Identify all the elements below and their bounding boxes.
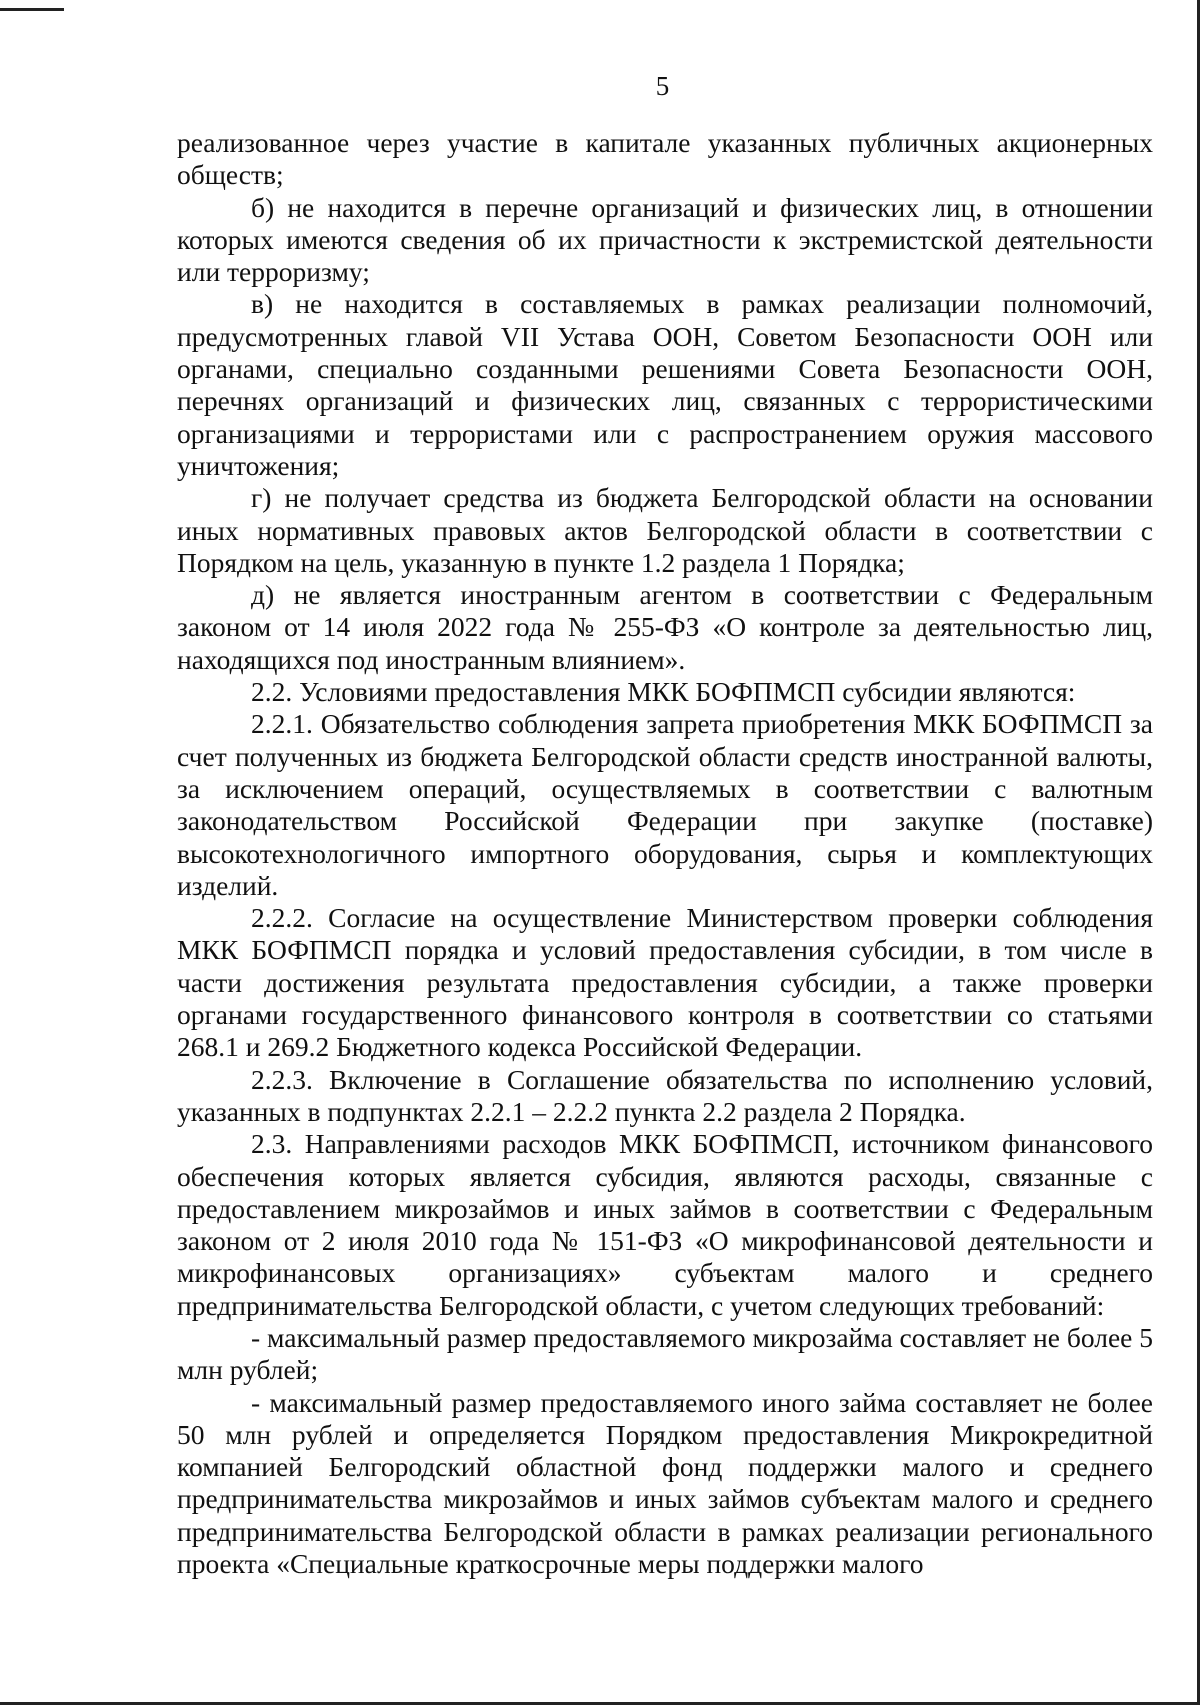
- paragraph-continuation: реализованное через участие в капитале указанных публичных акционерных обществ;: [177, 127, 1153, 191]
- document-body: [177, 127, 1153, 1580]
- paragraph-item-g: г) не получает средства из бюджета Белгородской области на основании иных нормативных правовых актов Белгородской области в соответствии с Порядком на цель, указанную в пункте 1.2 раздела 1 Порядка;: [177, 482, 1153, 578]
- paragraph-2-2-3: 2.2.3. Включение в Соглашение обязательства по исполнению условий, указанных в подпунктах 2.2.1 – 2.2.2 пункта 2.2 раздела 2 Порядка.: [177, 1063, 1153, 1127]
- paragraph-2-2: 2.2. Условиями предоставления МКК БОФПМСП субсидии являются:: [251, 676, 1076, 708]
- paragraph-item-v: в) не находится в составляемых в рамках реализации полномочий, предусмотренных главой VII Устава ООН, Советом Безопасности ООН или органами, специально созданными решениями Совета Безопасности ООН, перечнях организаций и физических лиц, связанных с террористическими организациями и террористами или с распространением оружия массового уничтожения;: [177, 288, 1153, 481]
- page-number: 5: [655, 71, 670, 101]
- paragraph-bullet-other-loan: - максимальный размер предоставляемого иного займа составляет не более 50 млн рублей и определяется Порядком предоставления Микрокредитной компанией Белгородский областной фонд поддержки малого и среднего предпринимательства микрозаймов и иных займов субъектам малого и среднего предпринимательства Белгородской области в рамках реализации регионального проекта «Специальные краткосрочные меры поддержки малого: [177, 1386, 1153, 1580]
- paragraph-2-2-2: 2.2.2. Согласие на осуществление Министерством проверки соблюдения МКК БОФПМСП порядка и условий предоставления субсидии, в том числе в части достижения результата предоставления субсидии, а также проверки органами государственного финансового контроля в соответствии со статьями 268.1 и 269.2 Бюджетного кодекса Российской Федерации.: [177, 902, 1153, 1063]
- paragraph-bullet-microloan: - максимальный размер предоставляемого микрозайма составляет не более 5 млн рублей;: [177, 1321, 1153, 1386]
- paragraph-2-3: 2.3. Направлениями расходов МКК БОФПМСП, источником финансового обеспечения которых является субсидия, являются расходы, связанные с предоставлением микрозаймов и иных займов в соответствии с Федеральным законом от 2 июля 2010 года № 151-ФЗ «О микрофинансовой деятельности и микрофинансовых организациях» субъектам малого и среднего предпринимательства Белгородской области, с учетом следующих требований:: [177, 1128, 1153, 1321]
- paragraph-2-2-1: 2.2.1. Обязательство соблюдения запрета приобретения МКК БОФПМСП за счет полученных из бюджета Белгородской области средств иностранной валюты, за исключением операций, осуществляемых в соответствии с валютным законодательством Российской Федерации при закупке (поставке) высокотехнологичного импортного оборудования, сырья и комплектующих изделий.: [177, 708, 1153, 901]
- paragraph-item-d: д) не является иностранным агентом в соответствии с Федеральным законом от 14 июля 2022 года № 255-ФЗ «О контроле за деятельностью лиц, находящихся под иностранным влиянием».: [177, 579, 1153, 675]
- scan-mark: [0, 8, 64, 11]
- paragraph-item-b: б) не находится в перечне организаций и физических лиц, в отношении которых имеются сведения об их причастности к экстремистской деятельности или терроризму;: [177, 191, 1153, 288]
